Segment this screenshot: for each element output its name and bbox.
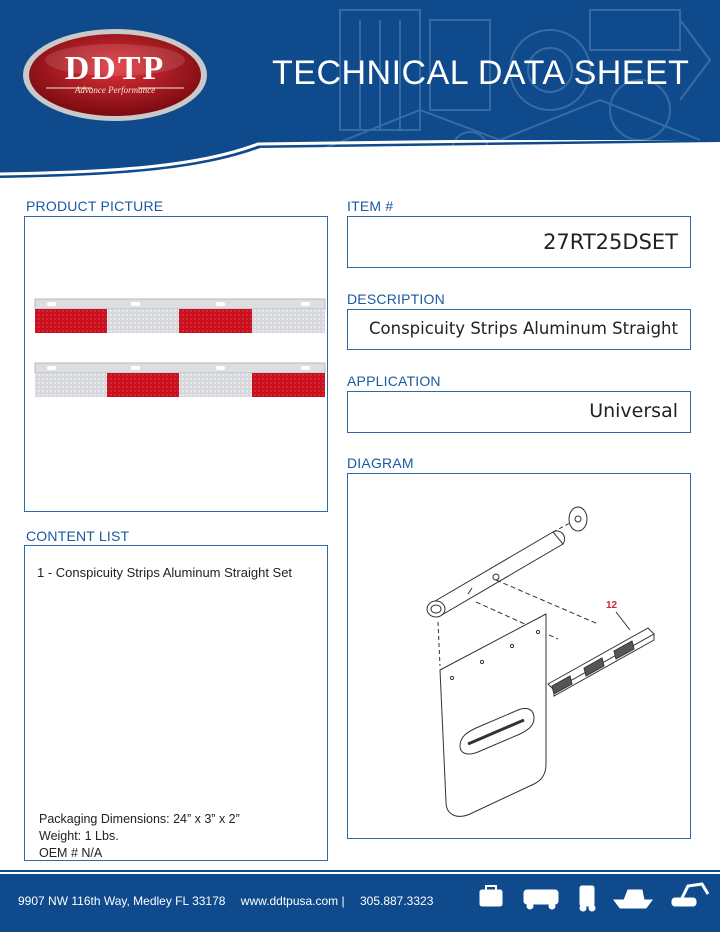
description-value: Conspicuity Strips Aluminum Straight	[369, 319, 678, 338]
truck-icon	[580, 886, 595, 911]
specifications	[39, 811, 240, 862]
diagram-callout-number: 12	[606, 600, 618, 611]
application-box	[347, 391, 691, 433]
content-list-item: 1 - Conspicuity Strips Aluminum Straight Set	[37, 565, 293, 580]
logo-tagline: Advance Performance	[74, 85, 156, 95]
packaging-dimensions: Packaging Dimensions: 24” x 3” x 2”	[39, 812, 240, 826]
header-wave	[0, 140, 720, 185]
excavator-icon	[672, 884, 708, 906]
item-number-value: 27RT25DSET	[543, 230, 678, 254]
mudflap-diagram	[348, 474, 690, 838]
item-number-label: ITEM #	[347, 198, 394, 214]
bus-icon	[524, 890, 558, 909]
footer-website[interactable]: www.ddtpusa.com |	[240, 894, 345, 908]
footer-contact	[18, 894, 445, 908]
footer-icons	[476, 880, 712, 912]
boat-icon	[614, 890, 652, 908]
content-list-label: CONTENT LIST	[26, 528, 130, 544]
application-label: APPLICATION	[347, 373, 441, 389]
diagram-box	[347, 473, 691, 839]
oem-number: OEM # N/A	[39, 846, 103, 860]
description-label: DESCRIPTION	[347, 291, 445, 307]
conspicuity-strips-image	[33, 297, 327, 403]
weight: Weight: 1 Lbs.	[39, 829, 119, 843]
application-value: Universal	[589, 400, 678, 422]
description-box	[347, 309, 691, 350]
footer-phone: 305.887.3323	[359, 894, 434, 908]
content-list-box	[24, 545, 328, 861]
page-title: TECHNICAL DATA SHEET	[272, 54, 690, 92]
diagram-label: DIAGRAM	[347, 455, 414, 471]
logo-wordmark: DDTP	[64, 50, 166, 87]
footer-divider	[0, 872, 720, 874]
footer-address: 9907 NW 116th Way, Medley FL 33178	[18, 894, 226, 908]
product-picture-label: PRODUCT PICTURE	[26, 198, 164, 214]
product-picture-box	[24, 216, 328, 512]
item-number-box	[347, 216, 691, 268]
generator-icon	[480, 886, 502, 906]
